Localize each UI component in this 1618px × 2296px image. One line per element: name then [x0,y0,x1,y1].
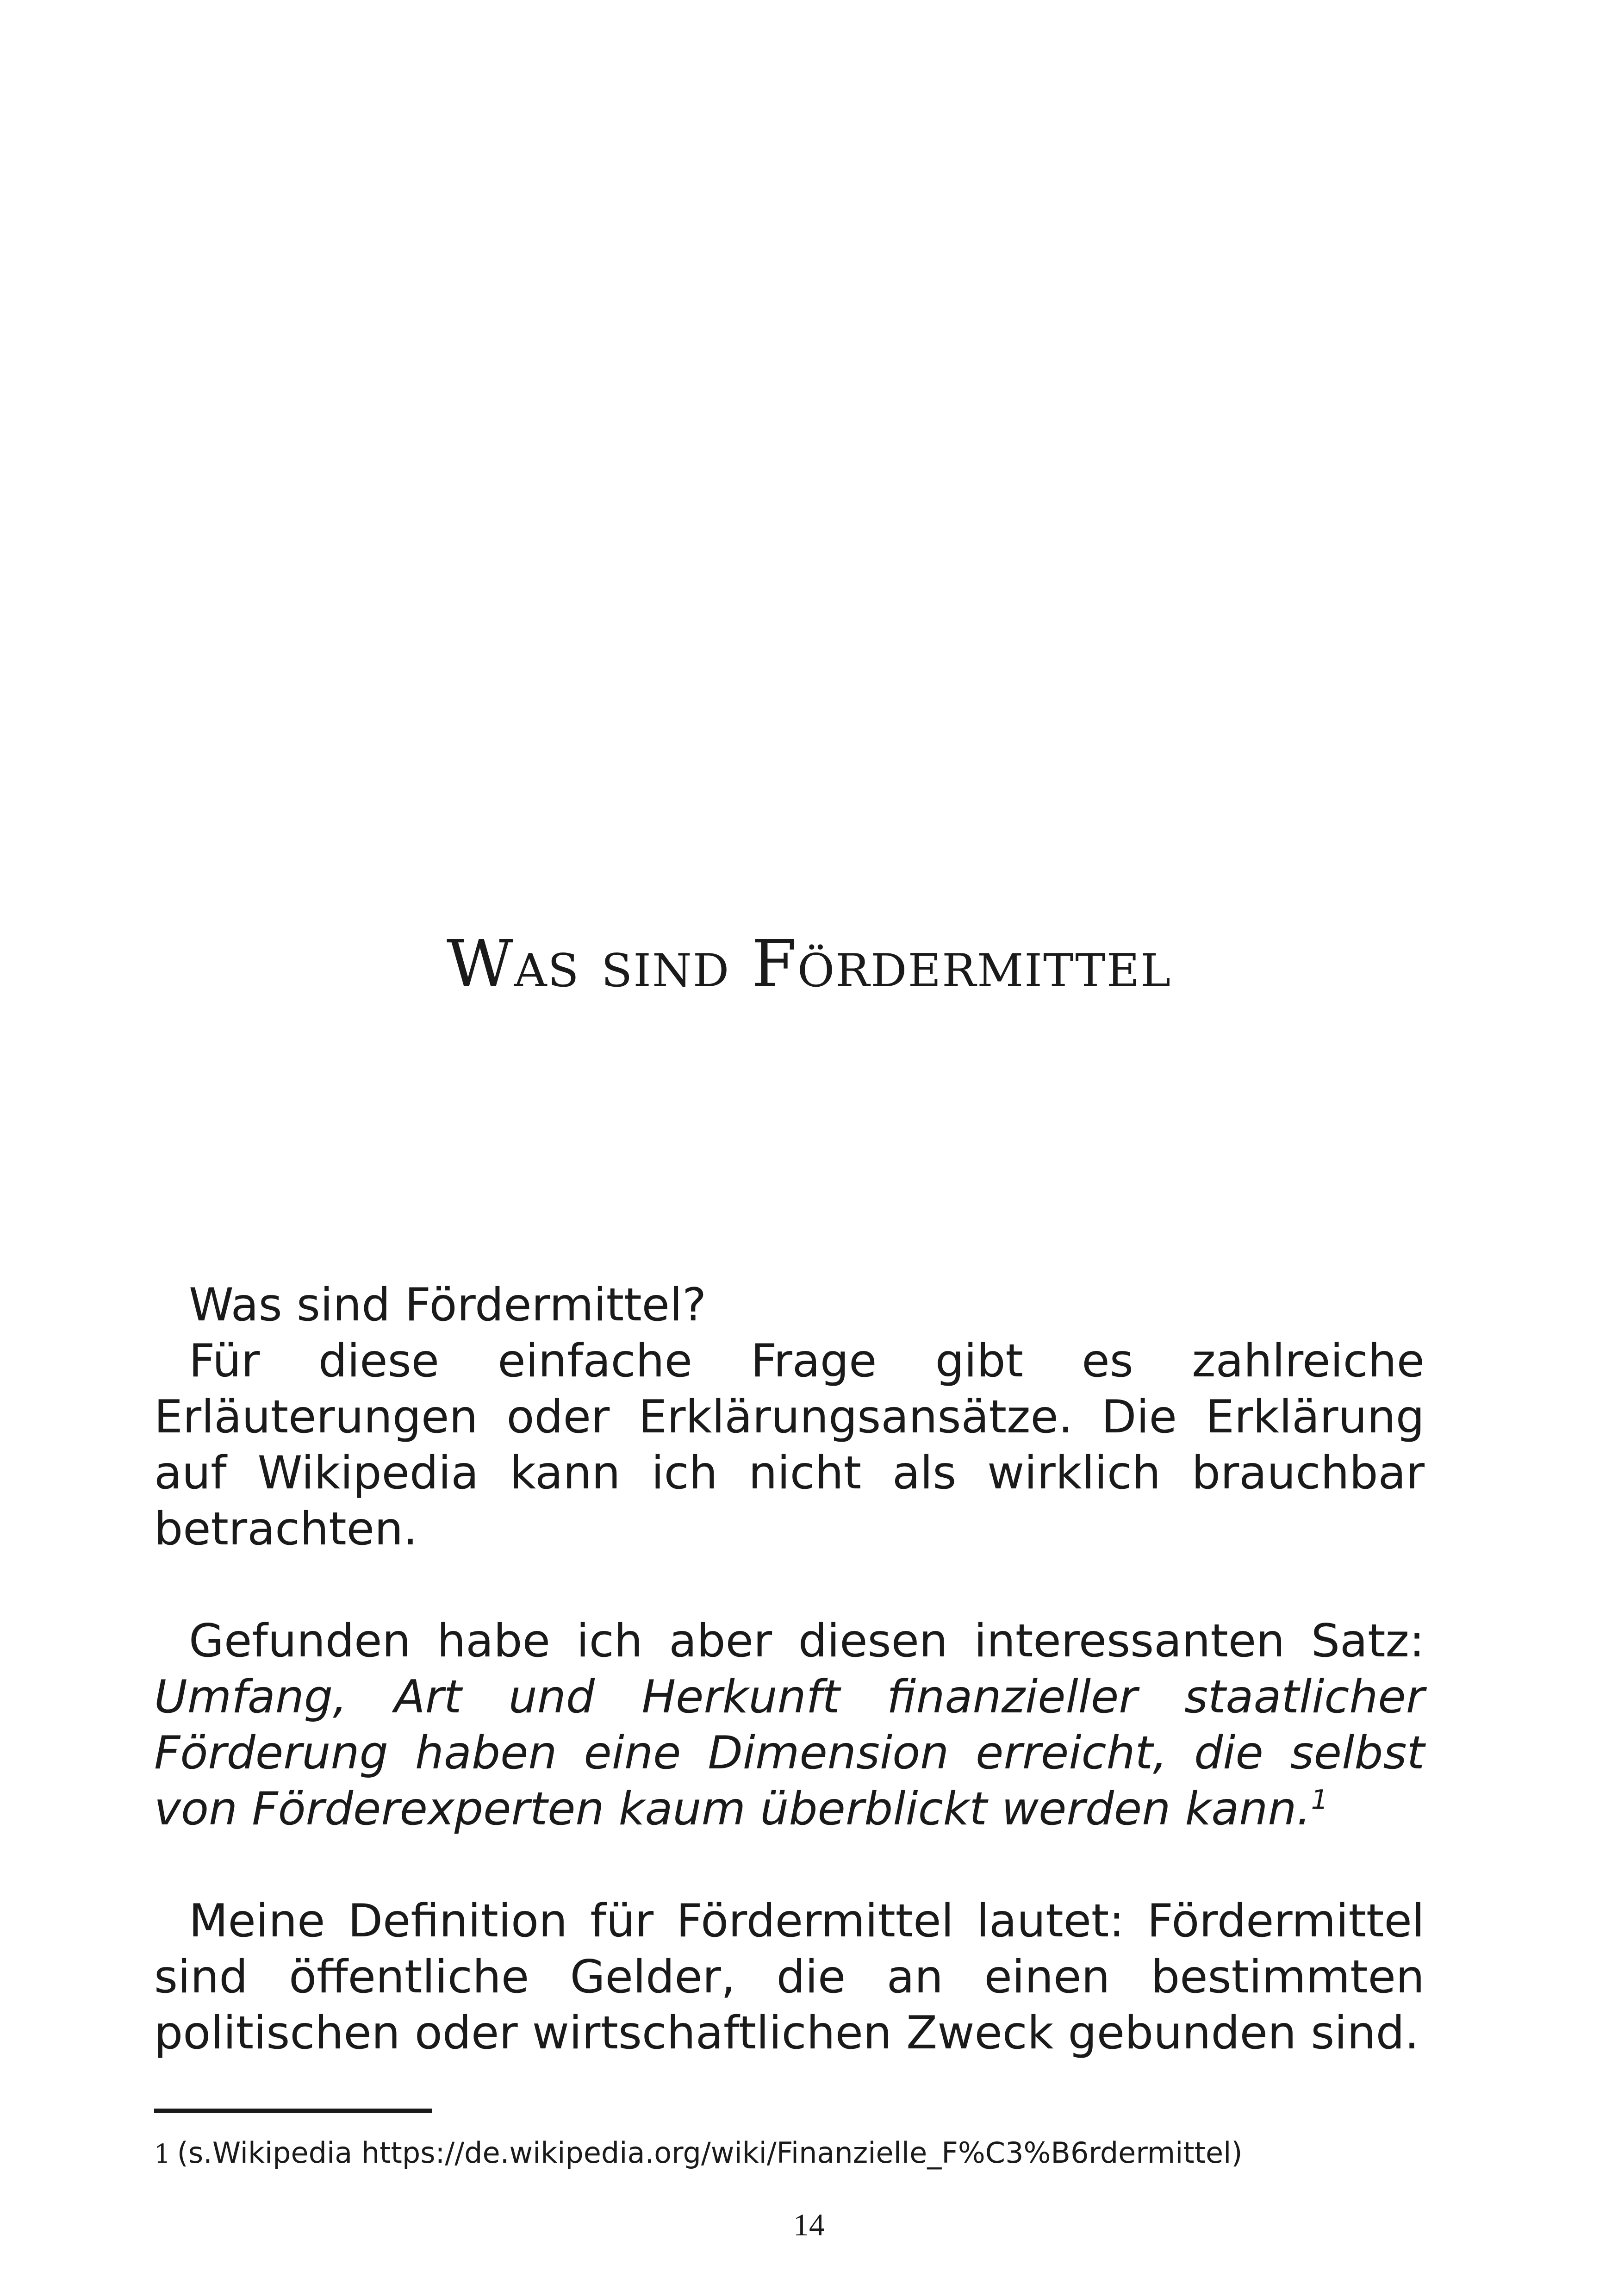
footnote [154,2134,1450,2173]
paragraph-question: Was sind Fördermittel? [189,1279,707,1332]
body-text [154,1277,1425,2061]
quote-text: Umfang, Art und Herkunft finanzieller staatlicher Förderung haben eine Dimension erreicht, die selbst von Förderexperten kaum überblickt werden kann. [154,1671,1425,1836]
quote-intro: Gefunden habe ich aber diesen interessanten Satz: [189,1615,1425,1668]
footnote-text: (s.Wikipedia https://de.wikipedia.org/wiki/Finanzielle_F%C3%B6rdermittel) [177,2136,1243,2170]
paragraph-definition: Meine Definition für Fördermittel lautet: Fördermittel sind öffentliche Gelder, die an einen bestimmten politischen oder wirtschaftlichen Zweck gebunden sind. [154,1895,1425,2060]
chapter-title: Was sind Fördermittel [446,927,1172,1002]
paragraph-gap [154,1557,1425,1613]
page-number: 14 [793,2207,825,2242]
paragraph-gap [154,1837,1425,1893]
paragraph-quote [154,1613,1425,1837]
paragraph-intro: Für diese einfache Frage gibt es zahlreiche Erläuterungen oder Erklärungsansätze. Die Erklärung auf Wikipedia kann ich nicht als wirklich brauchbar betrachten. [154,1335,1425,1556]
footnote-reference: 1 [1311,1784,1328,1816]
footnote-divider [154,2109,432,2113]
footnote-number: 1 [154,2139,171,2169]
